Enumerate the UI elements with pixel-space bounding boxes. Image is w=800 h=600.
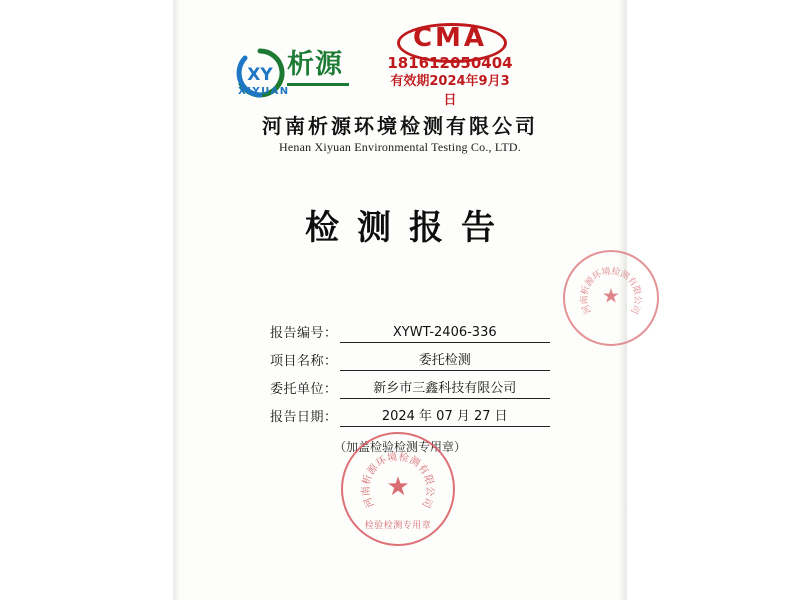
stamp-star-icon: ★ (386, 471, 410, 501)
stamp-side-star-icon: ★ (602, 285, 620, 308)
stamp-main-bottom-text: 检验检测专用章 (364, 521, 432, 531)
field-value-project-name: 委托检测 (340, 349, 550, 371)
field-label-client: 委托单位： (270, 382, 338, 397)
logo-underline (287, 83, 349, 86)
logo-brand-cn: 析源 (287, 49, 343, 80)
report-cover-sheet (173, 0, 643, 600)
report-fields (270, 318, 550, 430)
field-value-report-number: XYWT-2406-336 (340, 325, 550, 343)
field-row (270, 402, 550, 427)
field-label-project-name: 项目名称： (270, 354, 338, 369)
field-label-report-date: 报告日期： (270, 410, 338, 425)
stamp-note: （加盖检验检测专用章） (333, 440, 466, 454)
field-row (270, 318, 550, 343)
field-label-report-number: 报告编号： (270, 326, 338, 341)
company-logo (235, 48, 350, 104)
official-stamp-main: 河 南 析 源 环 境 检 测 有 限 公 司 ★ 检验检测专用章 (341, 432, 455, 546)
page-margin-left (0, 0, 175, 600)
cma-validity: 有效期2024年9月3日 (390, 74, 510, 108)
cma-letters: CMA (412, 23, 488, 53)
field-row (270, 346, 550, 371)
company-name-cn: 河南析源环境检测有限公司 (262, 114, 538, 138)
svg-text:XY: XY (247, 65, 273, 85)
sheet-left-shadow (173, 0, 180, 600)
company-name-en: Henan Xiyuan Environmental Testing Co., LTD. (279, 140, 521, 154)
official-stamp-side: 河 南 析 源 环 境 检 测 有 限 公 司 ★ (563, 250, 659, 346)
logo-brand-en: XIYUAN (238, 86, 290, 97)
cma-seal (385, 22, 515, 108)
field-row (270, 374, 550, 399)
field-value-report-date: 2024 年 07 月 27 日 (340, 405, 550, 427)
field-value-client: 新乡市三鑫科技有限公司 (340, 377, 550, 399)
cma-certificate-number: 181612050404 (387, 54, 513, 72)
report-title: 检测报告 (305, 208, 513, 248)
